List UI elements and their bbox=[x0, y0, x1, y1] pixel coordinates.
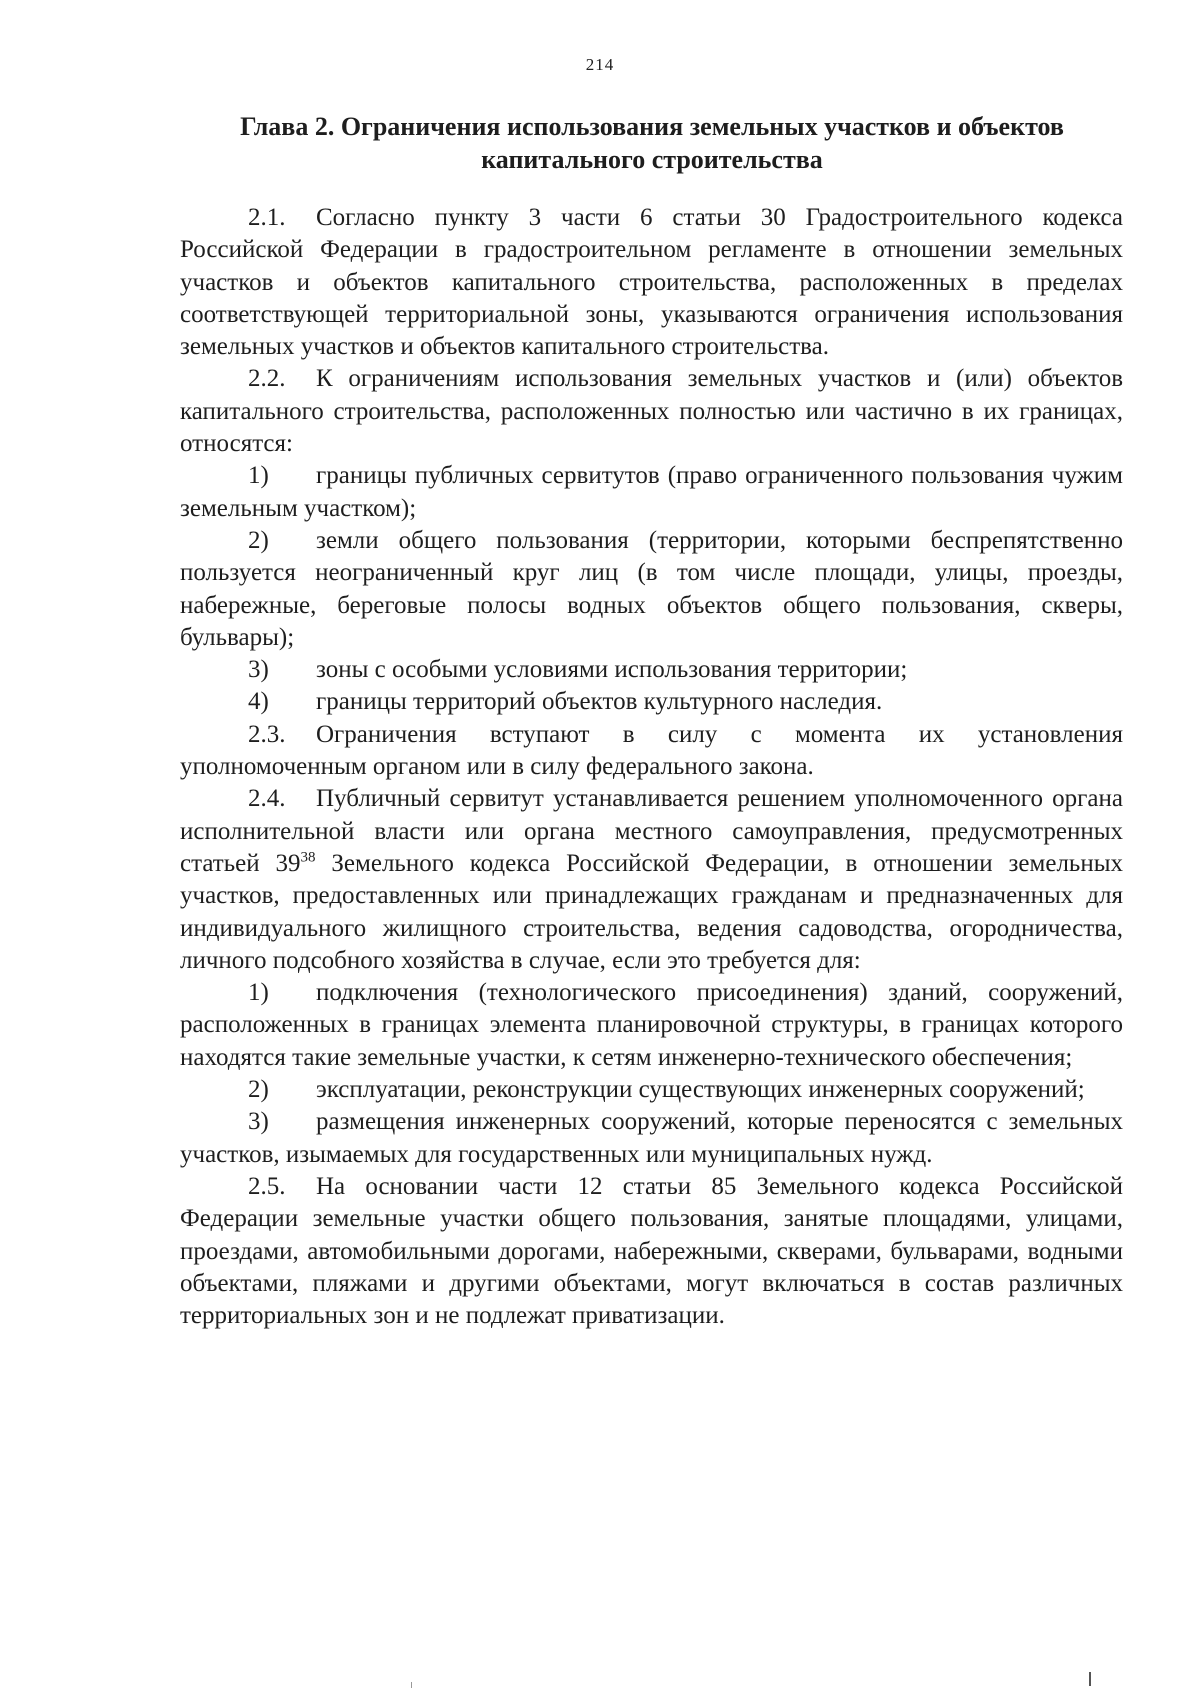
item-number: 1) bbox=[248, 979, 269, 1007]
scan-artifact bbox=[411, 1682, 412, 1688]
paragraph-text: Согласно пункту 3 части 6 статьи 30 Градостроительного кодекса Российской Федерации в градостроительном регламенте в отношении земельных участков и объектов капитального строительства, расположенных в пределах соответствующей территориальной зоны, указываются ограничения использования земельных участков и объектов капитального строительства. bbox=[180, 204, 1123, 361]
paragraph-text: На основании части 12 статьи 85 Земельного кодекса Российской Федерации земельные участки общего пользования, занятые площадями, улицами, проездами, автомобильными дорогами, набережными, скверами, бульварами, водными объектами, пляжами и другими объектами, могут включаться в состав различных территориальных зон и не подлежат приватизации. bbox=[180, 1172, 1123, 1330]
list-item-2-2-4 bbox=[180, 686, 1123, 718]
item-text: эксплуатации, реконструкции существующих инженерных сооружений; bbox=[316, 1076, 1085, 1104]
item-number: 3) bbox=[248, 1108, 269, 1136]
paragraph-2-3 bbox=[180, 719, 1123, 784]
paragraph-text: Ограничения вступают в силу с момента их установления уполномоченным органом или в силу федерального закона. bbox=[180, 720, 1123, 781]
paragraph-number: 2.5. bbox=[248, 1172, 286, 1200]
item-text: подключения (технологического присоединения) зданий, сооружений, расположенных в границах элемента планировочной структуры, в границах которого находятся такие земельные участки, к сетям инженерно-технического обеспечения; bbox=[180, 979, 1123, 1071]
list-item-2-2-2 bbox=[180, 525, 1123, 654]
list-item-2-4-2 bbox=[180, 1074, 1123, 1106]
paragraph-2-4 bbox=[180, 783, 1123, 977]
page-number: 214 bbox=[585, 55, 615, 74]
list-item-2-4-3 bbox=[180, 1106, 1123, 1171]
document-body bbox=[180, 202, 1123, 1332]
item-number: 3) bbox=[248, 656, 269, 684]
scan-artifact bbox=[1089, 1672, 1091, 1686]
paragraph-number: 2.4. bbox=[248, 785, 286, 813]
list-item-2-2-3 bbox=[180, 654, 1123, 686]
item-text: земли общего пользования (территории, которыми беспрепятственно пользуется неограниченный круг лиц (в том числе площади, улицы, проезды, набережные, береговые полосы водных объектов общего пользования, скверы, бульвары); bbox=[180, 526, 1123, 651]
item-text: размещения инженерных сооружений, которые переносятся с земельных участков, изымаемых для государственных или муниципальных нужд. bbox=[180, 1108, 1123, 1168]
paragraph-text-after: Земельного кодекса Российской Федерации, в отношении земельных участков, предоставленных или принадлежащих гражданам и предназначенных для индивидуального жилищного строительства, ведения садоводства, огородничества, личного подсобного хозяйства в случае, если это требуется для: bbox=[180, 849, 1123, 974]
paragraph-number: 2.3. bbox=[248, 720, 286, 748]
item-text: границы публичных сервитутов (право ограниченного пользования чужим земельным участком); bbox=[180, 462, 1123, 522]
item-number: 2) bbox=[248, 526, 269, 554]
item-number: 1) bbox=[248, 462, 269, 490]
superscript: 38 bbox=[300, 849, 316, 866]
list-item-2-2-1 bbox=[180, 460, 1123, 525]
list-item-2-4-1 bbox=[180, 977, 1123, 1074]
chapter-title: Глава 2. Ограничения использования земельных участков и объектов капитального строительства bbox=[240, 112, 1064, 174]
item-text: зоны с особыми условиями использования территории; bbox=[316, 656, 908, 684]
item-number: 4) bbox=[248, 688, 269, 716]
item-number: 2) bbox=[248, 1076, 269, 1104]
paragraph-number: 2.2. bbox=[248, 365, 286, 393]
paragraph-number: 2.1. bbox=[248, 204, 286, 231]
paragraph-2-2 bbox=[180, 363, 1123, 460]
paragraph-text-before: Публичный сервитут устанавливается решением уполномоченного органа исполнительной власти или органа местного самоуправления, предусмотренных статьей 39 bbox=[180, 785, 1123, 877]
paragraph-2-1 bbox=[180, 202, 1123, 363]
item-text: границы территорий объектов культурного наследия. bbox=[316, 688, 883, 716]
paragraph-text: К ограничениям использования земельных участков и (или) объектов капитального строительства, расположенных полностью или частично в их границах, относятся: bbox=[180, 365, 1123, 458]
paragraph-2-5 bbox=[180, 1171, 1123, 1332]
